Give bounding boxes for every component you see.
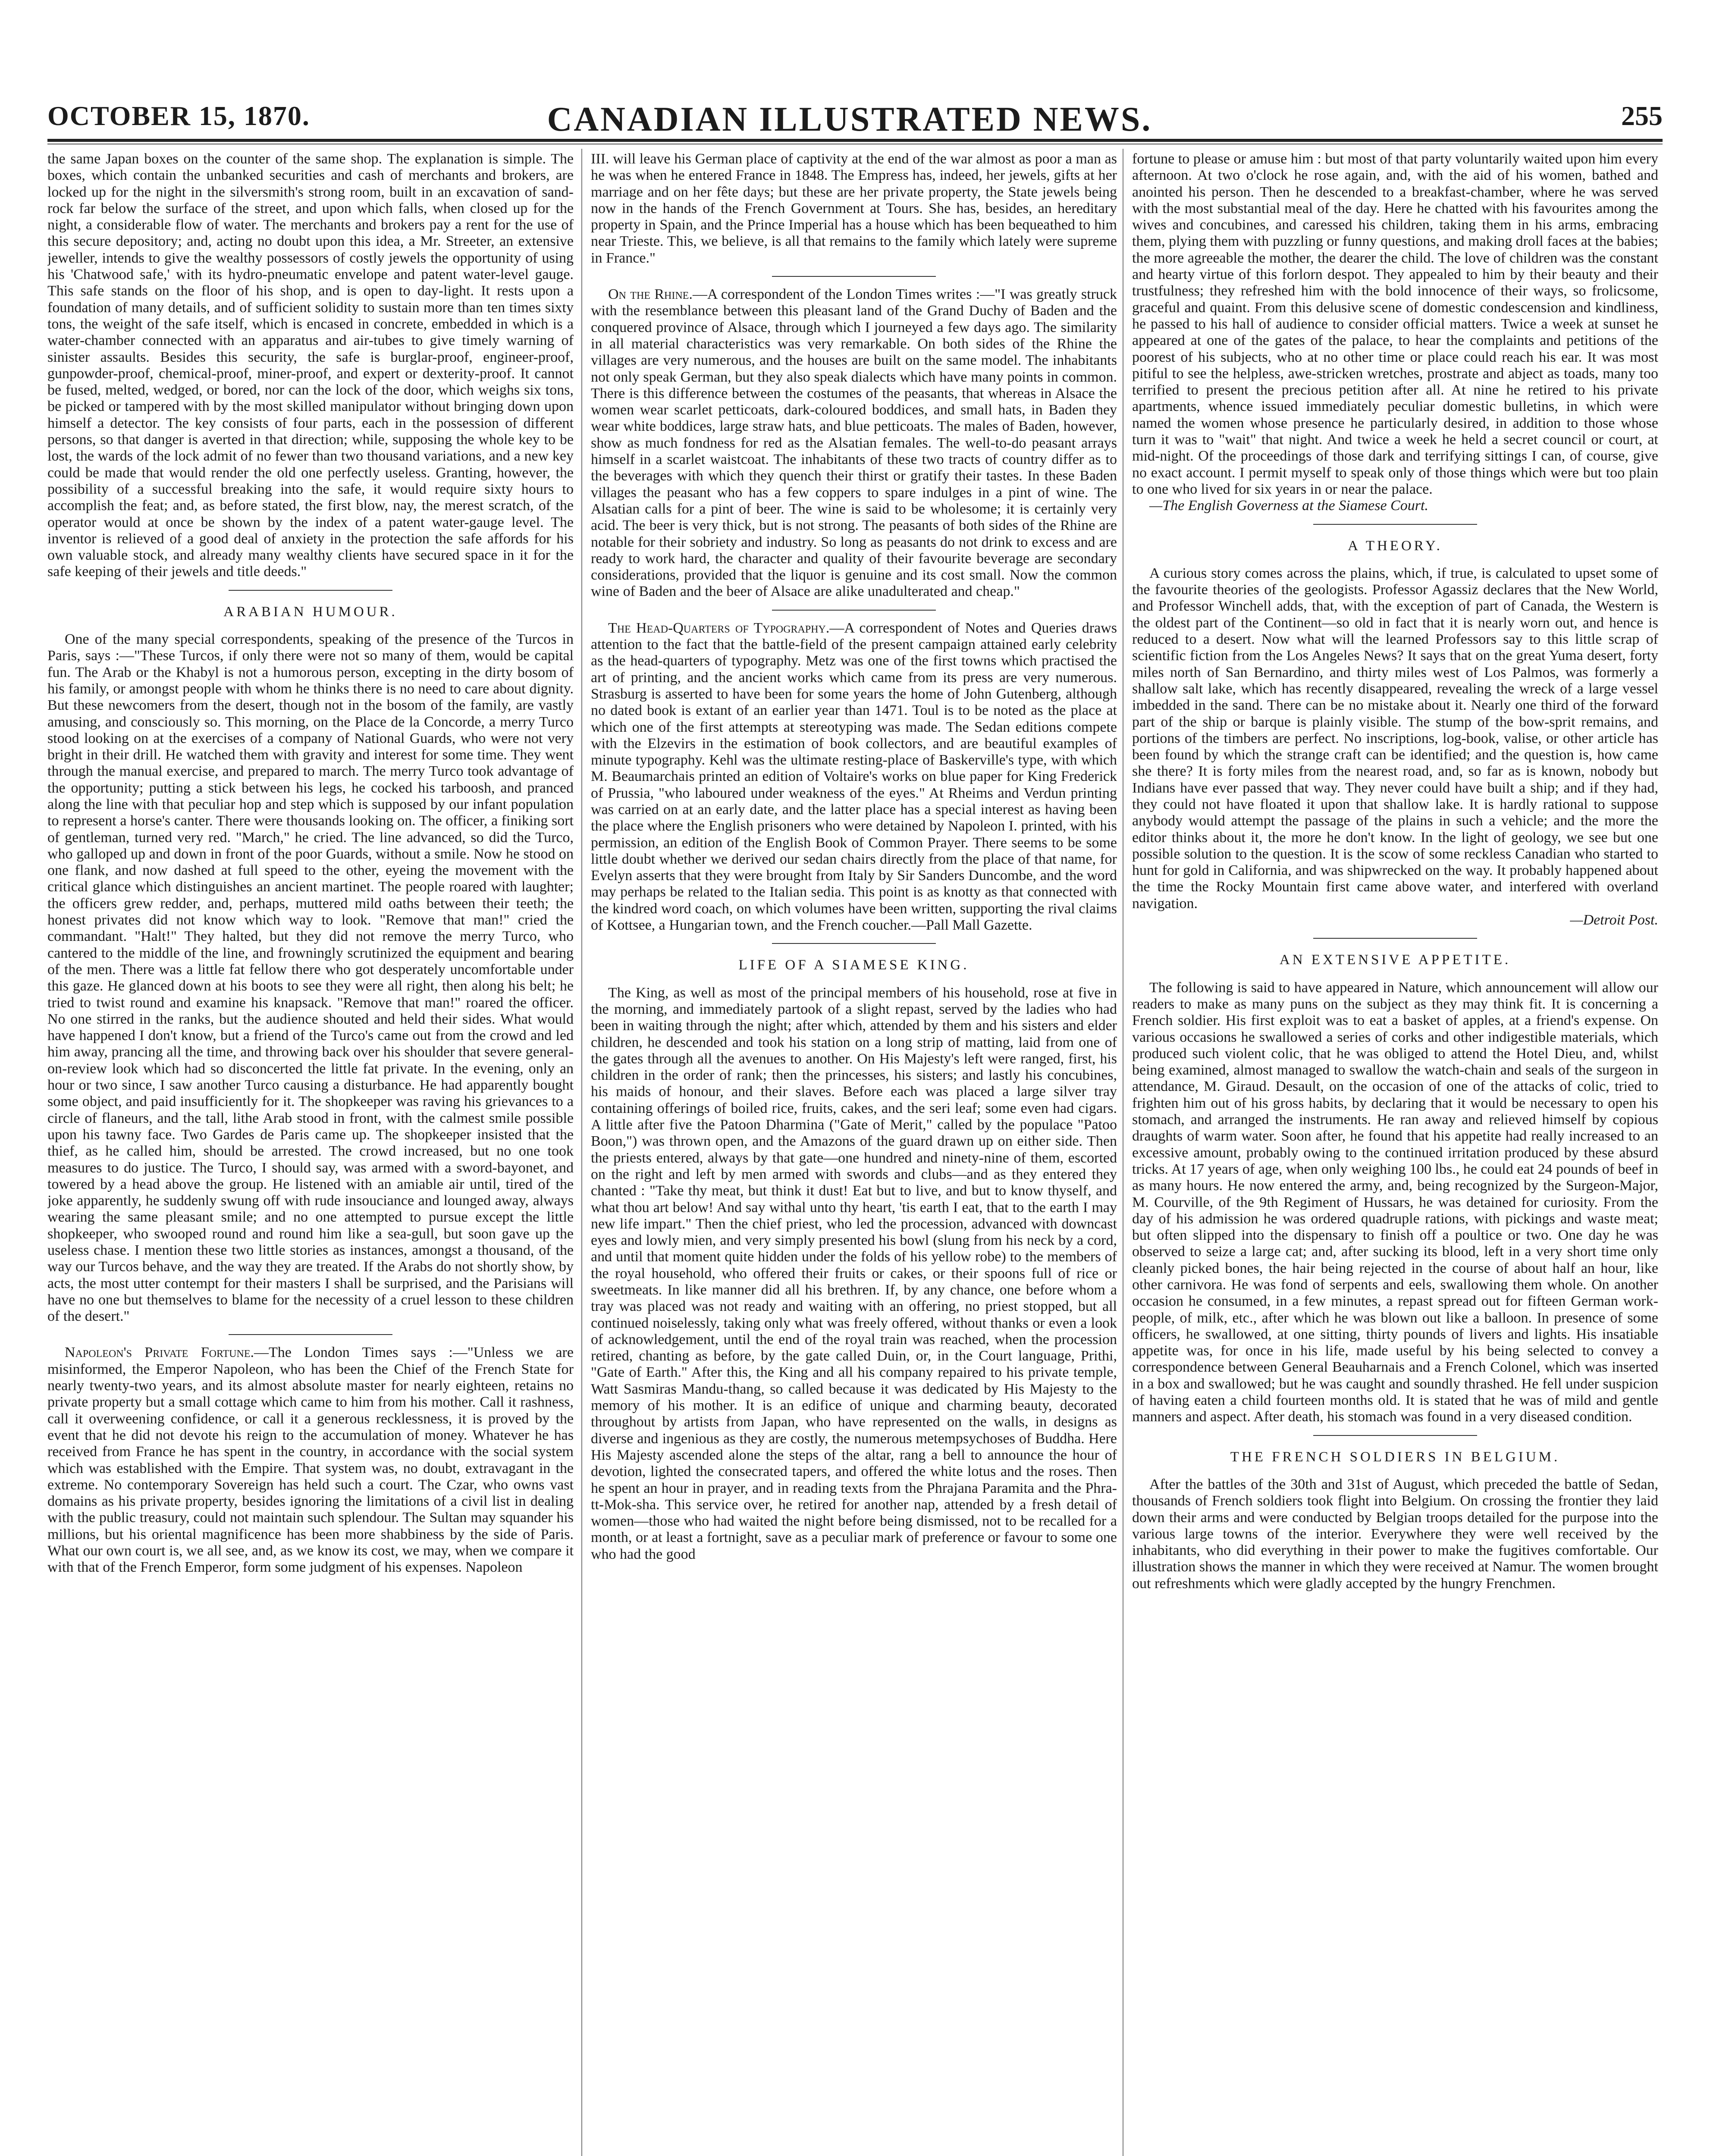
article-separator [772,610,936,611]
heading-arabian-humour: ARABIAN HUMOUR. [223,604,398,620]
napoleon-fortune-lead: Napoleon's Private Fortune. [65,1344,254,1361]
page-number: 255 [1621,100,1663,131]
napoleon-continued-paragraph: III. will leave his German place of captivity at the end of the war almost as poor a man as he was when he entered France in 1848. The Empress has, indeed, her jewels, gifts at her marriage and on her fête days; but these are her private property, the State jewels being now in the hands of the French Government at Tours. She has, besides, an hereditary property in Spain, and the Prince Imperial has a house which has been bequeathed to him near Trieste. This, we believe, is all that remains to the family which lately were supreme in France." [591,151,1117,266]
issue-date: OCTOBER 15, 1870. [47,100,310,131]
arabian-humour-paragraph: One of the many special correspondents, speaking of the presence of the Turcos in Paris, says :—"These Turcos, if only there were not so many of them, would be capital fun. The Arab or the Khabyl is not a humorous person, excepting in the dirty bosom of his family, or amongst people with whom he thinks there is no need to care about dignity. But these newcomers from the desert, though not in the bosom of the family, are vastly amusing, and consciously so. This morning, on the Place de la Concorde, a merry Turco stood looking on at the exercises of a company of National Guards, who were not very bright in their drill. He watched them with gravity and interest for some time. They went through the manual exercise, and prepared to march. The merry Turco took advantage of the opportunity; putting a stick between his legs, he cocked his tarboosh, and pranced along the line with that peculiar hop and step which is supposed by our infant population to represent a horse's canter. There were thousands looking on. The officer, a finiking sort of gentleman, turned very red. "March," he cried. The line advanced, so did the Turco, who galloped up and down in front of the poor Guards, without a smile. Now he stood on one flank, and now dashed at full speed to the other, eyeing the movement with the critical glance which distinguishes an ancient martinet. The people roared with laughter; the officers grew redder, and, perhaps, muttered mild oaths between their teeth; the honest privates did not know which way to look. "Remove that man!" cried the commandant. "Halt!" They halted, but they did not remove the merry Turco, who cantered to the middle of the line, and frowningly scrutinized the equipment and bearing of the men. There was a little fat fellow there who got desperately uncomfortable under this gaze. He glanced down at his boots to see they were all right, then along his belt; he tried to twist round and examine his knapsack. "Remove that man!" roared the officer. No one stirred in the ranks, but the audience shouted and held their sides. What would have happened I don't know, but a friend of the Turco's came out from the crowd and led him away, prancing all the time, and throwing back over his shoulder that severe general-on-review look which had so disconcerted the little fat private. In the evening, only an hour or two since, I saw another Turco causing a disturbance. He had apparently bought some object, and paid insufficiently for it. The shopkeeper was raving his grievances to a circle of flaneurs, and the tall, lithe Arab stood in front, with the calmest smile possible upon his tawny face. Two Gardes de Paris came up. The shopkeeper insisted that the thief, as he called him, should be arrested. The crowd increased, but no one took measures to do justice. The Turco, I should say, was armed with a sword-bayonet, and towered by a head above the group. He listened with an amiable air until, tired of the joke apparently, he suddenly swung off with rude insouciance and lounged away, always wearing the same pleasant smile; and no one attempted to pursue except the little shopkeeper, who swooped round and round him like a sea-gull, but soon gave up the useless chase. I mention these two little stories as instances, amongst a thousand, of the way our Turcos behave, and the way they are treated. If the Arabs do not shortly show, by acts, the most utter contempt for their masters I shall be surprised, and the Parisians will have no one but themselves to blame for the necessity of a cruel lesson to these children of the desert." [47,631,574,1325]
article-separator [1313,938,1477,939]
masthead-rule [47,139,1663,142]
safe-article-paragraph: the same Japan boxes on the counter of the same shop. The explanation is simple. The boxes, which contain the unbanked securities and cash of merchants and brokers, are locked up for the night in the silversmith's strong room, built in an excavation of sand-rock far below the surface of the street, and upon which falls, when closed up for the night, a considerable flow of water. The merchants and brokers pay a rent for the use of this secure depository; and, acting no doubt upon this idea, a Mr. Streeter, an extensive jeweller, intends to give the wealthy possessors of costly jewels the opportunity of using his 'Chatwood safe,' with its hydro-pneumatic envelope and patent water-level gauge. This safe stands on the floor of his shop, and is open to day-light. It rests upon a foundation of many details, and of sufficient solidity to sustain more than ten times sixty tons, the weight of the safe itself, which is encased in concrete, embedded in which is a water-chamber connected with an apparatus and air-tubes to give timely warning of sinister assaults. Besides this security, the safe is burglar-proof, engineer-proof, gunpowder-proof, chemical-proof, miner-proof, and expert or dexterity-proof. It cannot be fused, melted, wedged, or bored, nor can the lock of the door, which weighs six tons, be picked or tampered with by the most skilled manipulator without bringing down upon himself a detector. The key consists of four parts, each in the possession of different persons, so that danger is averted in that direction; while, supposing the whole key to be lost, the wards of the lock admit of no fewer than two thousand variations, and a new key could be made that would render the old one perfectly useless. Granting, however, the possibility of a successful breaking into the safe, it would require sixty hours to accomplish the feat; and, as before stated, the first blow, nay, the merest scratch, of the operator would at once be shown by the index of a patent water-gauge level. The inventor is relieved of a good deal of anxiety in the protection the safe affords for his own valuable stock, and already many wealthy clients have secured space in it for the safe keeping of their jewels and title deeds." [47,151,574,580]
napoleon-fortune-paragraph [47,1344,574,1576]
article-separator [772,276,936,277]
heading-siamese-king: LIFE OF A SIAMESE KING. [738,957,970,973]
heading-extensive-appetite: AN EXTENSIVE APPETITE. [1279,952,1511,968]
article-separator [1313,524,1477,525]
column-2 [591,151,1117,2156]
theory-source: —Detroit Post. [1570,912,1658,928]
siamese-source: —The English Governess at the Siamese Court. [1149,498,1428,514]
article-separator [229,590,392,591]
siamese-king-paragraph: The King, as well as most of the principal members of his household, rose at five in the morning, and immediately partook of a slight repast, served by the ladies who had been in waiting through the night; after which, attended by them and his sisters and elder children, he descended and took his station on a long strip of matting, laid from one of the gates through all the avenues to another. On His Majesty's left were ranged, first, his children in the order of rank; then the princesses, his sisters; and lastly his concubines, his maids of honour, and their slaves. Before each was placed a large silver tray containing offerings of boiled rice, fruits, cakes, and the seri leaf; some even had cigars. A little after five the Patoon Dharmina ("Gate of Merit," called by the populace "Patoo Boon,") was thrown open, and the Amazons of the guard drawn up on either side. Then the priests entered, always by that gate—one hundred and ninety-nine of them, escorted on the right and left by men armed with swords and clubs—and as they entered they chanted : "Take thy meat, but think it dust! Eat but to live, and but to know thyself, and what thou art below! And say withal unto thy heart, 'tis earth I eat, that to the earth I may new life impart." Then the chief priest, who led the procession, advanced with downcast eyes and lowly mien, and very simply presented his bowl (slung from his neck by a cord, and until that moment quite hidden under the folds of his yellow robe) to the members of the royal household, who offered their fruits or cakes, or their spoons full of rice or sweetmeats. In like manner did all his brethren. If, by any chance, one before whom a tray was placed was not ready and waiting with an offering, no priest stopped, but all continued noiselessly, taking only what was freely offered, without thanks or even a look of acknowledgement, until the end of the royal train was reached, when the procession retired, chanting as before, by the gate called Duin, or, in the Court language, Prithi, "Gate of Earth." After this, the King and all his company repaired to his private temple, Watt Sasmiras Mandu-thang, so called because it was dedicated by His Majesty to the memory of his mother. It is an edifice of unique and charming beauty, decorated throughout by artists from Japan, who have represented on the walls, in designs as diverse and ingenious as they are costly, the numerous metempsychoses of Buddha. Here His Majesty ascended alone the steps of the altar, rang a bell to announce the hour of devotion, lighted the consecrated tapers, and offered the white lotus and the roses. Then he spent an hour in prayer, and in reading texts from the Phrajana Paramita and the Phra-tt-Mok-sha. This service over, he retired for another nap, attended by a fresh detail of women—those who had waited the night before being dismissed, not to be recalled for a month, or at least a fortnight, save as a peculiar mark of preference or favour to some one who had the good [591,984,1117,1562]
siamese-continued-paragraph: fortune to please or amuse him : but most of that party voluntarily waited upon him every afternoon. At two o'clock he rose again, and, with the aid of his women, bathed and anointed his person. Then he descended to a breakfast-chamber, where he was served with the most substantial meal of the day. Here he chatted with his favourites among the wives and concubines, and caressed his children, taking them in his arms, embracing them, plying them with puzzling or funny questions, and making droll faces at the babies; the more agreeable the mother, the dearer the child. The love of children was the constant and hearty virtue of this forlorn despot. They appealed to him by their beauty and their trustfulness; they refreshed him with the bold innocence of their ways, so frolicsome, graceful and quaint. From this delusive scene of domestic condescension and kindliness, he passed to his hall of audience to consider official matters. Twice a week at sunset he appeared at one of the gates of the palace, to hear the complaints and petitions of the poorest of his subjects, who at no other time or place could reach his ear. It was most pitiful to see the helpless, awe-stricken wretches, prostrate and abject as toads, many too terrified to present the precious petition after all. At nine he retired to his private apartments, whence issued immediately peculiar domestic bulletins, in which were named the women whose presence he particularly desired, in addition to those whose turn it was to "wait" that night. And twice a week he held a secret council or court, at mid-night. Of the proceedings of those dark and terrifying sittings I can, of course, give no exact account. I permit myself to speak only of those things which were but too plain to one who lived for six years in or near the palace. [1132,151,1658,497]
french-soldiers-paragraph: After the battles of the 30th and 31st of August, which preceded the battle of Sedan, thousands of French soldiers took flight into Belgium. On crossing the frontier they laid down their arms and were conducted by Belgian troops detailed for the purpose into the various large towns of the interior. Everywhere they were well received by the inhabitants, who did everything in their power to make the fugitives comfortable. Our illustration shows the manner in which they were received at Namur. The women brought out refreshments which were gladly accepted by the hungry Frenchmen. [1132,1476,1658,1592]
heading-a-theory: A THEORY. [1348,538,1443,554]
column-divider [581,149,582,2156]
masthead [47,100,1663,140]
article-separator [1313,1435,1477,1436]
rhine-paragraph [591,286,1117,600]
rhine-lead: On the Rhine. [608,286,693,303]
theory-paragraph: A curious story comes across the plains, which, if true, is calculated to upset some of the favourite theories of the geologists. Professor Agassiz declares that the New World, and Professor Winchell adds, that, with the exception of part of Canada, the Western is the oldest part of the Continent—so old in fact that it is nearly worn out, and hence is reduced to a desert. Now what will the learned Professors say to this little scrap of scientific fiction from the Los Angeles News? It says that on the great Yuma desert, forty miles north of San Bernardino, and thirty miles west of Los Palmos, was formerly a shallow salt lake, which has recently disappeared, revealing the wreck of a large vessel imbedded in the sand. There can be no mistake about it. Nearly one third of the forward part of the ship or barque is plainly visible. The stump of the bow-sprit remains, and portions of the timbers are perfect. No inscriptions, log-book, valise, or other article has been found by which the strange craft can be identified; and the question is, how came she there? It is forty miles from the nearest road, and, so far as is known, nobody but Indians have ever passed that way. They never could have built a ship; and if they had, they could not have floated it upon that shallow lake. It is hardly rational to suppose anybody would attempt the passage of the plains in such a vehicle; and the more the editor thinks about it, the more he don't know. In the light of geology, we see but one possible solution to the question. It is the scow of some reckless Canadian who started to hunt for gold in California, and was shipwrecked on the way. It probably happened about the time the Rocky Mountain first came above water, and interfered with overland navigation. [1132,565,1658,912]
typography-paragraph [591,620,1117,934]
heading-french-soldiers-belgium: THE FRENCH SOLDIERS IN BELGIUM. [1230,1449,1560,1465]
article-separator [229,1334,392,1335]
typography-text: —A correspondent of Notes and Queries draws attention to the fact that the battle-field of the present campaign attained early celebrity as the head-quarters of typography. Metz was one of the first towns which practised the art of printing, and the ancient works which came from its press are very numerous. Strasburg is asserted to have been for some years the home of John Gutenberg, although no dated book is extant of an earlier year than 1471. Toul is to be noted as the place at which one of the first attempts at stereotyping was made. The Sedan editions compete with the Elzevirs in the estimation of book collectors, and are beautiful examples of minute typography. Kehl was the ultimate resting-place of Baskerville's type, with which M. Beaumarchais printed an edition of Voltaire's works on blue paper for King Frederick of Prussia, "who laboured under weakness of the eyes." At Rheims and Verdun printing was carried on at an early date, and the latter place has a special interest as having been the place where the English prisoners who were detained by Napoleon I. printed, with his permission, an edition of the English Book of Common Prayer. There seems to be some little doubt whether we derived our sedan chairs directly from the place of that name, for Evelyn asserts that they were brought from Italy by Sir Sanders Duncombe, and the word may perhaps be related to the Italian sedia. This point is as knotty as that connected with the kindred word coach, on which volumes have been written, supporting the rival claims of Kottsee, a Hungarian town, and the French coucher.—Pall Mall Gazette. [591,620,1117,934]
column-3 [1132,151,1658,2156]
appetite-paragraph: The following is said to have appeared in Nature, which announcement will allow our readers to make as many puns on the subject as they may think fit. It is concerning a French soldier. His first exploit was to eat a basket of apples, at a friend's expense. On various occasions he swallowed a series of corks and other indigestible materials, which produced such violent colic, that he was obliged to attend the Hotel Dieu, and, whilst being examined, almost managed to swallow the watch-chain and seals of the surgeon in attendance, M. Giraud. Desault, on the occasion of one of the attacks of colic, tried to frighten him out of his gross habits, by declaring that it would be necessary to open his stomach, and arranged the instruments. He ran away and relieved himself by copious draughts of warm water. Soon after, he found that his appetite had really increased to an excessive amount, probably owing to the continued irritation produced by these absurd tricks. At 17 years of age, when only weighing 100 lbs., he could eat 24 pounds of beef in as many hours. He now entered the army, and, being recognized by the Surgeon-Major, M. Courville, of the 9th Regiment of Hussars, he was detained for curiosity. From the day of his admission he was ordered quadruple rations, with pickings and waste meat; but often slipped into the dispensary to finish off a poultice or two. One day he was observed to seize a large cat; and, after sucking its blood, left in a very short time only cleanly picked bones, the hair being rejected in the course of about half an hour, like other carnivora. He was fond of serpents and eels, swallowing them whole. On another occasion he consumed, in a few minutes, a repast spread out for fifteen German work-people, of milk, etc., after which he was blown out like a balloon. In presence of some officers, he swallowed, at one sitting, thirty pounds of livers and lights. His insatiable appetite was, for once in his life, made useful by his being selected to convey a correspondence between General Beauharnais and a French Colonel, which was inserted in a box and swallowed; but he was caught and soundly thrashed. He fell under suspicion of having eaten a child fourteen months old. It is stated that he was of mild and gentle manners and aspect. After death, his stomach was found in a very diseased condition. [1132,979,1658,1425]
typography-lead: The Head-Quarters of Typography. [608,620,830,636]
rhine-text: —A correspondent of the London Times writes :—"I was greatly struck with the resemblance between this pleasant land of the Grand Duchy of Baden and the conquered province of Alsace, through which I journeyed a few days ago. The similarity in all material characteristics was very remarkable. On both sides of the Rhine the villages are very numerous, and the houses are built on the same model. The inhabitants not only speak German, but they also speak dialects which have many points in common. There is this difference between the costumes of the peasants, that whereas in Alsace the women wear scarlet petticoats, dark-coloured boddices, and small hats, in Baden they wear white boddices, large straw hats, and blue petticoats. The males of Baden, however, show as much fondness for red as the Alsatian females. The well-to-do peasant arrays himself in a scarlet waistcoat. The inhabitants of these two tracts of country differ as to the beverages with which they quench their thirst or gratify their tastes. In these Baden villages the peasant who has a few coppers to spare indulges in a pint of wine. The Alsatian calls for a pint of beer. The wine is said to be wholesome; it is certainly very acid. The beer is very thick, but is not strong. The peasants of both sides of the Rhine are notable for their sobriety and industry. So long as peasants do not drink to excess and are ready to work hard, the character and quality of their favourite beverage are secondary considerations, provided that the liquor is genuine and its cost small. Now the common wine of Baden and the beer of Alsace are alike unadulterated and cheap." [591,286,1117,600]
article-separator [772,943,936,944]
column-1 [47,151,574,2156]
napoleon-fortune-text: —The London Times says :—"Unless we are misinformed, the Emperor Napoleon, who has been the Chief of the French State for nearly twenty-two years, and its almost absolute master for nearly eighteen, retains no private property but a small cottage which came to him from his mother. Call it rashness, call it overweening confidence, or call it a generous recklessness, it is proved by the event that he did not devote his reign to the accumulation of money. Whatever he has received from France he has spent in the country, in accordance with the social system which was established with the Empire. That system was, no doubt, extravagant in the extreme. No contemporary Sovereign has held such a court. The Czar, who owns vast domains as his private property, besides ignoring the limitations of a civil list in dealing with the public treasury, could not maintain such splendour. The Sultan may squander his millions, but his oriental magnificence has been more shabbiness by the side of Paris. What our own court is, we all see, and, as we know its cost, we may, when we compare it with that of the French Emperor, form some judgment of his expenses. Napoleon [47,1344,574,1576]
newspaper-title: CANADIAN ILLUSTRATED NEWS. [547,100,1152,138]
